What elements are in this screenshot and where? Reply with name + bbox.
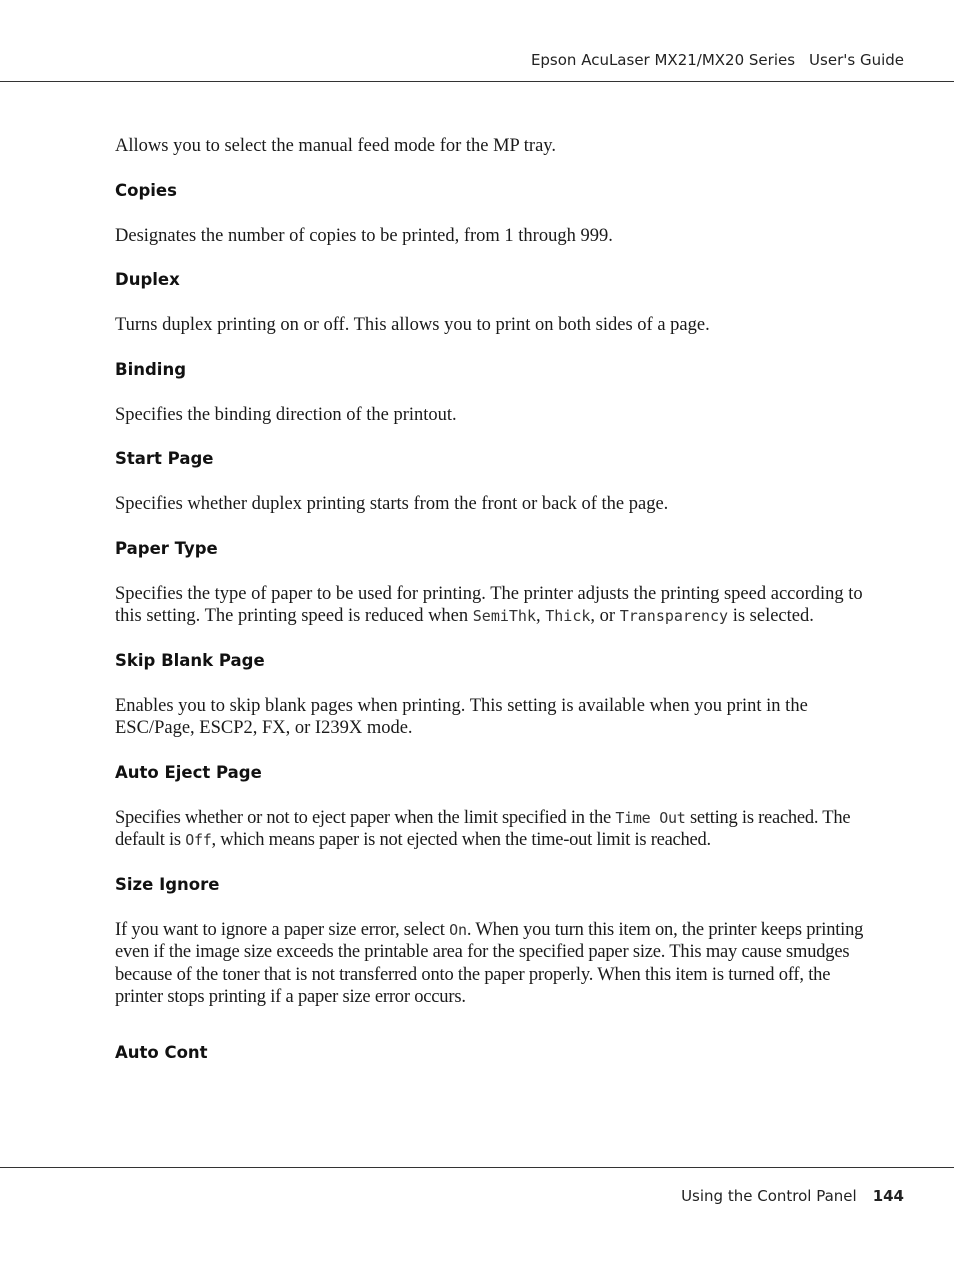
footer-text — [681, 1187, 904, 1205]
text-segment: , which means paper is not ejected when the time-out limit is reached. — [211, 830, 711, 850]
text-segment: , — [536, 606, 546, 626]
page-header — [0, 0, 954, 82]
page-footer — [0, 1167, 954, 1275]
header-text — [531, 51, 904, 69]
heading-paper-type: Paper Type — [115, 538, 218, 558]
page-number: 144 — [872, 1187, 904, 1205]
intro-paragraph: Allows you to select the manual feed mode for the MP tray. — [115, 136, 556, 156]
setting-value-semithk: SemiThk — [472, 607, 536, 625]
paragraph-paper-type — [115, 583, 881, 628]
text-segment: , or — [590, 606, 620, 626]
header-product: Epson AcuLaser MX21/MX20 Series — [530, 51, 796, 69]
paragraph-start-page: Specifies whether duplex printing starts from the front or back of the page. — [115, 494, 669, 514]
paragraph-auto-eject-page — [115, 807, 881, 852]
heading-start-page: Start Page — [115, 449, 214, 468]
text-segment: If you want to ignore a paper size error, select — [115, 919, 450, 940]
heading-copies: Copies — [115, 180, 177, 200]
heading-size-ignore: Size Ignore — [115, 874, 220, 894]
paragraph-skip-blank-page: Enables you to skip blank pages when printing. This setting is available when you print in the ESC/Page, ESCP2, FX, or I239X mode. — [115, 695, 808, 738]
text-segment: . When you turn this item on, the printer keeps printing even if the image size exceeds the printable area for the specified paper size. This may cause smudges because of the toner that is not transferred onto the paper properly. When this item is turned off, the printer stops printing if a paper size error occurs. — [115, 919, 864, 1007]
text-segment: Specifies the type of paper to be used for printing. The printer adjusts the printing speed according to this setting. The printing speed is reduced when — [115, 583, 863, 626]
heading-binding: Binding — [115, 359, 187, 379]
setting-value-thick: Thick — [545, 607, 591, 625]
setting-value-time-out: Time Out — [615, 808, 686, 827]
text-segment: Specifies whether or not to eject paper when the limit specified in the — [115, 807, 616, 828]
paragraph-binding: Specifies the binding direction of the printout. — [115, 404, 457, 425]
setting-value-off: Off — [185, 831, 212, 849]
header-guide: User's Guide — [809, 51, 904, 69]
heading-auto-cont: Auto Cont — [115, 1042, 208, 1062]
page-content — [115, 135, 881, 1063]
heading-duplex: Duplex — [115, 270, 180, 289]
heading-skip-blank-page: Skip Blank Page — [115, 650, 265, 670]
paragraph-duplex: Turns duplex printing on or off. This allows you to print on both sides of a page. — [115, 315, 710, 335]
heading-auto-eject-page: Auto Eject Page — [115, 762, 262, 782]
text-segment: setting is reached. The default is — [115, 807, 851, 850]
footer-section: Using the Control Panel — [681, 1187, 857, 1205]
setting-value-transparency: Transparency — [619, 607, 729, 625]
setting-value-on: On — [449, 920, 467, 939]
paragraph-copies: Designates the number of copies to be printed, from 1 through 999. — [115, 225, 613, 246]
paragraph-size-ignore — [115, 919, 881, 1009]
text-segment: is selected. — [728, 606, 814, 626]
